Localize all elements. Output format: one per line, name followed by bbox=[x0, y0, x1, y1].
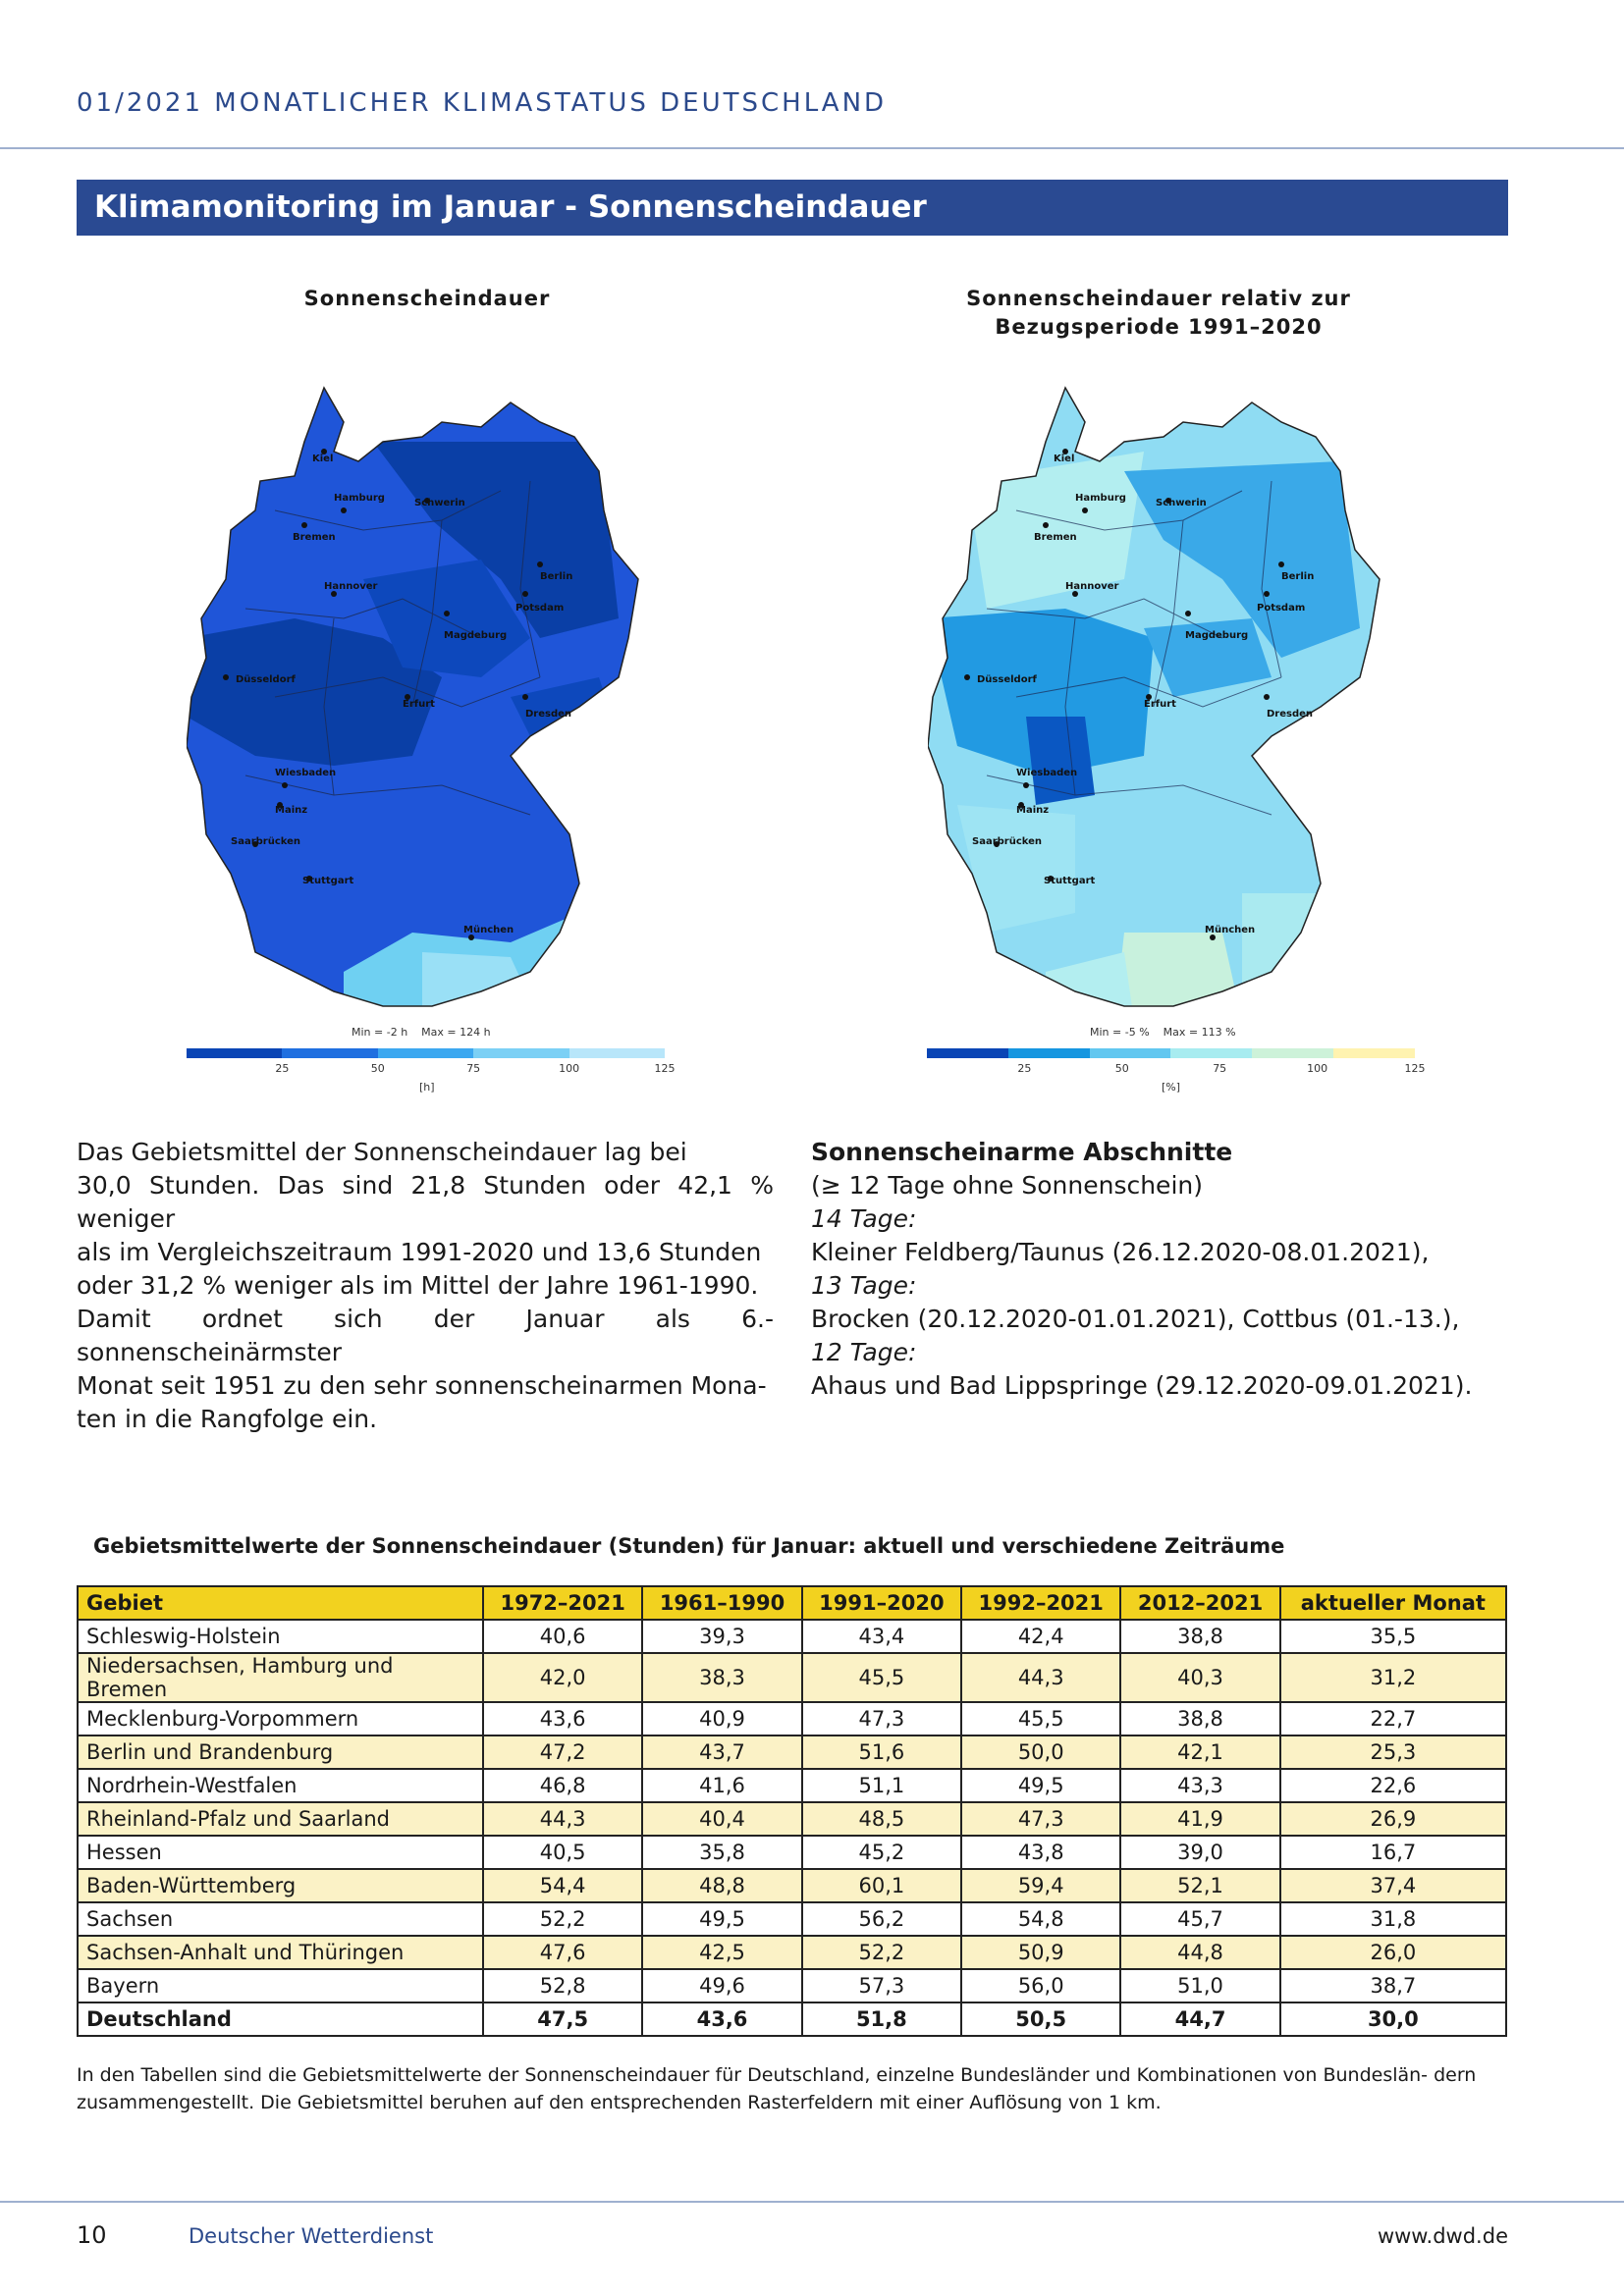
svg-text:Erfurt: Erfurt bbox=[403, 699, 435, 710]
svg-text:Bremen: Bremen bbox=[1034, 532, 1077, 543]
value-cell: 45,5 bbox=[961, 1702, 1120, 1735]
value-cell: 38,8 bbox=[1120, 1702, 1279, 1735]
header-cell: 1972–2021 bbox=[483, 1586, 642, 1620]
value-cell: 47,5 bbox=[483, 2002, 642, 2036]
value-cell: 49,5 bbox=[642, 1902, 801, 1936]
value-cell: 43,6 bbox=[642, 2002, 801, 2036]
header-cell: 1961–1990 bbox=[642, 1586, 801, 1620]
colorbar-tick: 50 bbox=[370, 1062, 385, 1075]
colorbar-segment bbox=[1333, 1048, 1415, 1058]
colorbar-tick: 75 bbox=[1213, 1062, 1227, 1075]
value-cell: 42,4 bbox=[961, 1620, 1120, 1653]
table-row bbox=[78, 1769, 1506, 1802]
value-cell: 44,3 bbox=[483, 1802, 642, 1836]
table-row bbox=[78, 1902, 1506, 1936]
colorbar-tick: 25 bbox=[1017, 1062, 1032, 1075]
table-header-row bbox=[78, 1586, 1506, 1620]
map-right-relative-sunshine bbox=[928, 383, 1409, 1039]
value-cell: 50,0 bbox=[961, 1735, 1120, 1769]
svg-text:Magdeburg: Magdeburg bbox=[1185, 630, 1249, 641]
value-cell: 45,2 bbox=[802, 1836, 961, 1869]
svg-text:Saarbrücken: Saarbrücken bbox=[972, 836, 1043, 847]
value-cell: 60,1 bbox=[802, 1869, 961, 1902]
value-cell: 41,9 bbox=[1120, 1802, 1279, 1836]
region-cell: Hessen bbox=[78, 1836, 483, 1869]
value-cell: 49,5 bbox=[961, 1769, 1120, 1802]
map-right-title: Sonnenscheindauer relativ zur Bezugsperiode 1991–2020 bbox=[966, 287, 1351, 339]
value-cell: 43,7 bbox=[642, 1735, 801, 1769]
table-row bbox=[78, 2002, 1506, 2036]
region-cell: Niedersachsen, Hamburg und Bremen bbox=[78, 1653, 483, 1702]
value-cell: 45,5 bbox=[802, 1653, 961, 1702]
region-cell: Schleswig-Holstein bbox=[78, 1620, 483, 1653]
region-cell: Mecklenburg-Vorpommern bbox=[78, 1702, 483, 1735]
table-caption: Gebietsmittelwerte der Sonnenscheindauer (Stunden) für Januar: aktuell und verschiedene Zeiträume bbox=[93, 1534, 1285, 1558]
value-cell: 16,7 bbox=[1280, 1836, 1506, 1869]
svg-text:Saarbrücken: Saarbrücken bbox=[231, 836, 301, 847]
value-cell: 49,6 bbox=[642, 1969, 801, 2002]
colorbar-segment bbox=[1090, 1048, 1171, 1058]
value-cell: 46,8 bbox=[483, 1769, 642, 1802]
value-cell: 31,2 bbox=[1280, 1653, 1506, 1702]
value-cell: 54,8 bbox=[961, 1902, 1120, 1936]
value-cell: 43,8 bbox=[961, 1836, 1120, 1869]
value-cell: 59,4 bbox=[961, 1869, 1120, 1902]
svg-text:Stuttgart: Stuttgart bbox=[1044, 876, 1096, 886]
value-cell: 51,6 bbox=[802, 1735, 961, 1769]
table-row bbox=[78, 1836, 1506, 1869]
region-cell: Sachsen bbox=[78, 1902, 483, 1936]
svg-text:Hannover: Hannover bbox=[1065, 581, 1119, 592]
svg-text:Düsseldorf: Düsseldorf bbox=[236, 674, 296, 685]
header-cell: 1992–2021 bbox=[961, 1586, 1120, 1620]
value-cell: 39,3 bbox=[642, 1620, 801, 1653]
value-cell: 44,8 bbox=[1120, 1936, 1279, 1969]
value-cell: 48,8 bbox=[642, 1869, 801, 1902]
value-cell: 40,3 bbox=[1120, 1653, 1279, 1702]
table-footnote: In den Tabellen sind die Gebietsmittelwerte der Sonnenscheindauer für Deutschland, einzelne Bundesländer und Kombinationen von Bundeslän- dern zusammengestellt. Die Gebietsmittel beruhen auf den entsprechenden Rasterfeldern mit einer Auflösung von 1 km. bbox=[77, 2064, 1477, 2113]
value-cell: 57,3 bbox=[802, 1969, 961, 2002]
value-cell: 40,6 bbox=[483, 1620, 642, 1653]
svg-text:Wiesbaden: Wiesbaden bbox=[275, 768, 337, 778]
value-cell: 43,4 bbox=[802, 1620, 961, 1653]
colorbar-tick: 100 bbox=[1307, 1062, 1328, 1075]
header-divider bbox=[0, 147, 1624, 149]
svg-text:Mainz: Mainz bbox=[275, 805, 308, 816]
colorbar-segment bbox=[569, 1048, 665, 1058]
value-cell: 35,5 bbox=[1280, 1620, 1506, 1653]
value-cell: 42,1 bbox=[1120, 1735, 1279, 1769]
table-row bbox=[78, 1969, 1506, 2002]
publisher: Deutscher Wetterdienst bbox=[189, 2224, 434, 2248]
value-cell: 22,6 bbox=[1280, 1769, 1506, 1802]
table-row bbox=[78, 1620, 1506, 1653]
svg-text:München: München bbox=[463, 925, 514, 935]
value-cell: 52,8 bbox=[483, 1969, 642, 2002]
low-sunshine-periods: Sonnenscheinarme Abschnitte (≥ 12 Tage ohne Sonnenschein) 14 Tage: Kleiner Feldberg/Taunus (26.12.2020-08.01.2021), 13 Tage: Brocken (20.12.2020-01.01.2021), Cottbus (01.-13.), 12 Tage: Ahaus und Bad Lippspringe (29.12.2020-09.01.2021). bbox=[811, 1136, 1508, 1403]
svg-text:Hamburg: Hamburg bbox=[334, 493, 385, 504]
colorbar-tick: 50 bbox=[1114, 1062, 1129, 1075]
svg-text:Berlin: Berlin bbox=[1281, 571, 1315, 582]
colorbar-segment bbox=[378, 1048, 473, 1058]
map-right-max: Max = 113 % bbox=[1163, 1026, 1236, 1039]
value-cell: 56,2 bbox=[802, 1902, 961, 1936]
svg-text:Bremen: Bremen bbox=[293, 532, 336, 543]
map-left-unit: [h] bbox=[419, 1081, 435, 1094]
region-cell: Bayern bbox=[78, 1969, 483, 2002]
header-cell: 1991–2020 bbox=[802, 1586, 961, 1620]
svg-text:München: München bbox=[1205, 925, 1256, 935]
value-cell: 42,5 bbox=[642, 1936, 801, 1969]
map-right-unit: [%] bbox=[1162, 1081, 1181, 1094]
value-cell: 52,1 bbox=[1120, 1869, 1279, 1902]
section-title: Klimamonitoring im Januar - Sonnenscheindauer bbox=[77, 180, 1508, 236]
table-row bbox=[78, 1702, 1506, 1735]
colorbar-tick: 25 bbox=[275, 1062, 290, 1075]
value-cell: 22,7 bbox=[1280, 1702, 1506, 1735]
report-header: 01/2021 MONATLICHER KLIMASTATUS DEUTSCHLAND bbox=[77, 88, 888, 118]
website-link[interactable]: www.dwd.de bbox=[1377, 2224, 1508, 2248]
colorbar-tick: 75 bbox=[466, 1062, 481, 1075]
value-cell: 47,6 bbox=[483, 1936, 642, 1969]
svg-text:Erfurt: Erfurt bbox=[1144, 699, 1176, 710]
svg-text:Potsdam: Potsdam bbox=[1257, 603, 1306, 614]
svg-text:Potsdam: Potsdam bbox=[515, 603, 565, 614]
value-cell: 40,4 bbox=[642, 1802, 801, 1836]
value-cell: 56,0 bbox=[961, 1969, 1120, 2002]
value-cell: 50,5 bbox=[961, 2002, 1120, 2036]
value-cell: 38,8 bbox=[1120, 1620, 1279, 1653]
svg-text:Schwerin: Schwerin bbox=[1156, 498, 1207, 508]
map-left-min: Min = -2 h bbox=[352, 1026, 408, 1039]
value-cell: 35,8 bbox=[642, 1836, 801, 1869]
header-cell: aktueller Monat bbox=[1280, 1586, 1506, 1620]
colorbar-tick: 100 bbox=[559, 1062, 580, 1075]
svg-text:Stuttgart: Stuttgart bbox=[302, 876, 354, 886]
svg-text:Hamburg: Hamburg bbox=[1075, 493, 1126, 504]
low-sunshine-heading: Sonnenscheinarme Abschnitte bbox=[811, 1138, 1233, 1166]
table-row bbox=[78, 1802, 1506, 1836]
region-cell: Baden-Württemberg bbox=[78, 1869, 483, 1902]
map-left-title: Sonnenscheindauer bbox=[303, 287, 551, 310]
value-cell: 44,3 bbox=[961, 1653, 1120, 1702]
value-cell: 47,2 bbox=[483, 1735, 642, 1769]
region-cell: Deutschland bbox=[78, 2002, 483, 2036]
svg-text:Schwerin: Schwerin bbox=[414, 498, 465, 508]
value-cell: 51,0 bbox=[1120, 1969, 1279, 2002]
value-cell: 40,5 bbox=[483, 1836, 642, 1869]
svg-text:Mainz: Mainz bbox=[1016, 805, 1050, 816]
value-cell: 38,3 bbox=[642, 1653, 801, 1702]
value-cell: 30,0 bbox=[1280, 2002, 1506, 2036]
value-cell: 52,2 bbox=[802, 1936, 961, 1969]
value-cell: 26,9 bbox=[1280, 1802, 1506, 1836]
colorbar-tick: 125 bbox=[1404, 1062, 1426, 1075]
table-row bbox=[78, 1936, 1506, 1969]
value-cell: 41,6 bbox=[642, 1769, 801, 1802]
value-cell: 26,0 bbox=[1280, 1936, 1506, 1969]
page-number: 10 bbox=[77, 2221, 107, 2249]
value-cell: 39,0 bbox=[1120, 1836, 1279, 1869]
value-cell: 43,3 bbox=[1120, 1769, 1279, 1802]
svg-text:Berlin: Berlin bbox=[540, 571, 573, 582]
colorbar-segment bbox=[1170, 1048, 1252, 1058]
header-cell: 2012–2021 bbox=[1120, 1586, 1279, 1620]
region-cell: Sachsen-Anhalt und Thüringen bbox=[78, 1936, 483, 1969]
value-cell: 40,9 bbox=[642, 1702, 801, 1735]
colorbar-segment bbox=[187, 1048, 282, 1058]
value-cell: 42,0 bbox=[483, 1653, 642, 1702]
value-cell: 47,3 bbox=[802, 1702, 961, 1735]
value-cell: 37,4 bbox=[1280, 1869, 1506, 1902]
value-cell: 48,5 bbox=[802, 1802, 961, 1836]
table-row bbox=[78, 1653, 1506, 1702]
header-cell: Gebiet bbox=[78, 1586, 483, 1620]
value-cell: 54,4 bbox=[483, 1869, 642, 1902]
region-cell: Rheinland-Pfalz und Saarland bbox=[78, 1802, 483, 1836]
footer-divider bbox=[0, 2201, 1624, 2203]
colorbar-segment bbox=[1008, 1048, 1090, 1058]
svg-text:Hannover: Hannover bbox=[324, 581, 378, 592]
value-cell: 47,3 bbox=[961, 1802, 1120, 1836]
colorbar-segment bbox=[282, 1048, 377, 1058]
svg-text:Dresden: Dresden bbox=[1267, 709, 1314, 720]
value-cell: 25,3 bbox=[1280, 1735, 1506, 1769]
value-cell: 38,7 bbox=[1280, 1969, 1506, 2002]
svg-text:Wiesbaden: Wiesbaden bbox=[1016, 768, 1078, 778]
value-cell: 51,8 bbox=[802, 2002, 961, 2036]
value-cell: 45,7 bbox=[1120, 1902, 1279, 1936]
region-cell: Berlin und Brandenburg bbox=[78, 1735, 483, 1769]
region-cell: Nordrhein-Westfalen bbox=[78, 1769, 483, 1802]
value-cell: 31,8 bbox=[1280, 1902, 1506, 1936]
sunshine-summary-text: Das Gebietsmittel der Sonnenscheindauer lag bei 30,0 Stunden. Das sind 21,8 Stunden oder 42,1 % weniger als im Vergleichszeitraum 1991-2020 und 13,6 Stunden oder 31,2 % weniger als im Mittel der Jahre 1961-1990. Damit ordnet sich der Januar als 6.-sonnenscheinärmster Monat seit 1951 zu den sehr sonnenscheinarmen Mona- ten in die Rangfolge ein. bbox=[77, 1138, 774, 1433]
svg-text:Dresden: Dresden bbox=[525, 709, 572, 720]
map-right-min: Min = -5 % bbox=[1090, 1026, 1150, 1039]
map-left-max: Max = 124 h bbox=[421, 1026, 491, 1039]
value-cell: 44,7 bbox=[1120, 2002, 1279, 2036]
colorbar-segment bbox=[927, 1048, 1008, 1058]
table-row bbox=[78, 1869, 1506, 1902]
svg-text:Kiel: Kiel bbox=[1054, 454, 1075, 464]
svg-text:Kiel: Kiel bbox=[312, 454, 334, 464]
value-cell: 52,2 bbox=[483, 1902, 642, 1936]
sunshine-table bbox=[77, 1585, 1507, 2037]
value-cell: 50,9 bbox=[961, 1936, 1120, 1969]
colorbar-segment bbox=[1252, 1048, 1333, 1058]
svg-text:Düsseldorf: Düsseldorf bbox=[977, 674, 1037, 685]
value-cell: 51,1 bbox=[802, 1769, 961, 1802]
map-right-colorbar bbox=[927, 1048, 1415, 1058]
map-left-sunshine-hours bbox=[187, 383, 668, 1039]
table-row bbox=[78, 1735, 1506, 1769]
colorbar-segment bbox=[473, 1048, 568, 1058]
colorbar-tick: 125 bbox=[654, 1062, 676, 1075]
value-cell: 43,6 bbox=[483, 1702, 642, 1735]
map-left-colorbar bbox=[187, 1048, 665, 1058]
svg-text:Magdeburg: Magdeburg bbox=[444, 630, 508, 641]
